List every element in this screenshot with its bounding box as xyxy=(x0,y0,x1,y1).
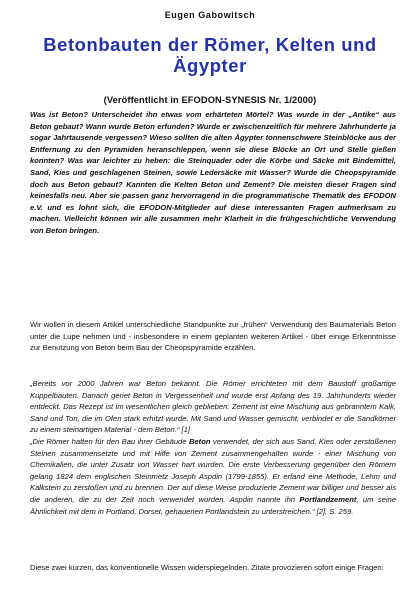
intro-questions-paragraph xyxy=(30,109,396,237)
article-purpose-paragraph xyxy=(30,319,396,354)
document-title: Betonbauten der Römer, Kelten und Ägypter xyxy=(43,34,377,76)
quotations-block xyxy=(30,378,396,517)
text-run: Diese zwei kurzen, das konventionelle Wissen widerspiegelnden, Zitate provozieren sofort einige Fragen: xyxy=(30,563,384,572)
bold-term: Portlandzement xyxy=(299,494,357,504)
paragraph-purpose xyxy=(30,319,396,354)
publication-note: (Veröffentlicht in EFODON-SYNESIS Nr. 1/2000) xyxy=(103,95,317,105)
text-run: „Die Römer hatten für den Bau ihrer Gebäude xyxy=(30,436,189,446)
closing-paragraph xyxy=(30,562,396,574)
text-run: Wir wollen in diesem Artikel unterschiedliche Standpunkte zur „frühen“ Verwendung des Baumaterials Beton unter die Lupe nehmen und - insbesondere in einem geplanten weiteren Artikel - über einige Erkenntnisse zur Benutzung von Beton beim Bau der Cheopspyramide erzählen. xyxy=(30,320,396,353)
paragraph-intro xyxy=(30,109,396,237)
paragraph-closing xyxy=(30,562,396,574)
bold-term: Beton xyxy=(188,436,211,446)
paragraph-quotes xyxy=(30,378,396,517)
text-run: „Bereits vor 2000 Jahren war Beton bekannt. Die Römer errichteten mit dem Baustoff großartige Kuppelbauten. Danach geriet Beton in Vergessenheit und wurde erst Anfang des 19. Jahrhunderts wieder entdeckt. Das Rezept ist im wesentlichen gleich geblieben: Zement ist eine Mischung aus gebranntem Kalk, Sand und Ton, die im Ofen stark erhitzt wurde. Mit Sand und Wasser gemischt, verbindet er die Sandkörner zu einem steinartigen Material - dem Beton.“ [1] xyxy=(30,379,396,435)
text-run: , um seine Ähnlichkeit mit dem in Portland, Dorset, gehauenen Portlandstein zu unterstreichen.“ [2], S. 259. xyxy=(30,494,396,516)
text-run: verwendet, der sich aus Sand, Kies oder zerstoßenen Steinen zusammensetzte und mit Hilfe von Zement zusammengehalten wurde - einer Mischung von Chemikalien, die unter Zusatz von Wasser hart wurden. Die erste Verbesserung gegenüber den Römern gelang 1824 dem englischen Steinmetz Joseph Aspdin (1799-1855). Er erfand eine Methode, Lehm und Kalkstein zu zerstoßen und zu brennen. Der auf diese Weise produzierte Zement war billiger und besser als die anderen, die zu der Zeit noch verwendet wurden. Aspdin nannte ihn xyxy=(30,436,396,504)
text-run: Was ist Beton? Unterscheidet ihn etwas vom erhärteten Mörtel? Was wurde in der „Antike“ aus Beton gebaut? Wann wurde Beton erfunden? Wurde er zwischenzeitlich für mehrere Jahrhunderte ja sogar Jahrtausende vergessen? Wieso sollten die alten Ägypter tonnenschwere Steinblöcke aus der Entfernung zu den Pyramiden heranschleppen, wenn sie diese Blöcke an Ort und Stelle gießen konnten? Was war leichter zu heben: die Steinquader oder die Körbe und Säcke mit Bindemittel, Sand, Kies und geschlagenen Steinen, sowie Ledersäcke mit Wasser? Wurde die Cheopspyramide doch aus Beton gebaut? Kannten die Kelten Beton und Zement? Die meisten dieser Fragen sind keinesfalls neu. Aber sie passen ganz hervorragend in die programmatische Thematik des EFODON e.V. und es lohnt sich, die EFODON-Mitglieder auf diese interessanten Fragen aufmerksam zu machen. Vielleicht können wir alle zusammen mehr Klarheit in die frühgeschichtliche Verwendung von Beton bringen. xyxy=(30,110,396,235)
author-name: Eugen Gabowitsch xyxy=(164,10,256,20)
